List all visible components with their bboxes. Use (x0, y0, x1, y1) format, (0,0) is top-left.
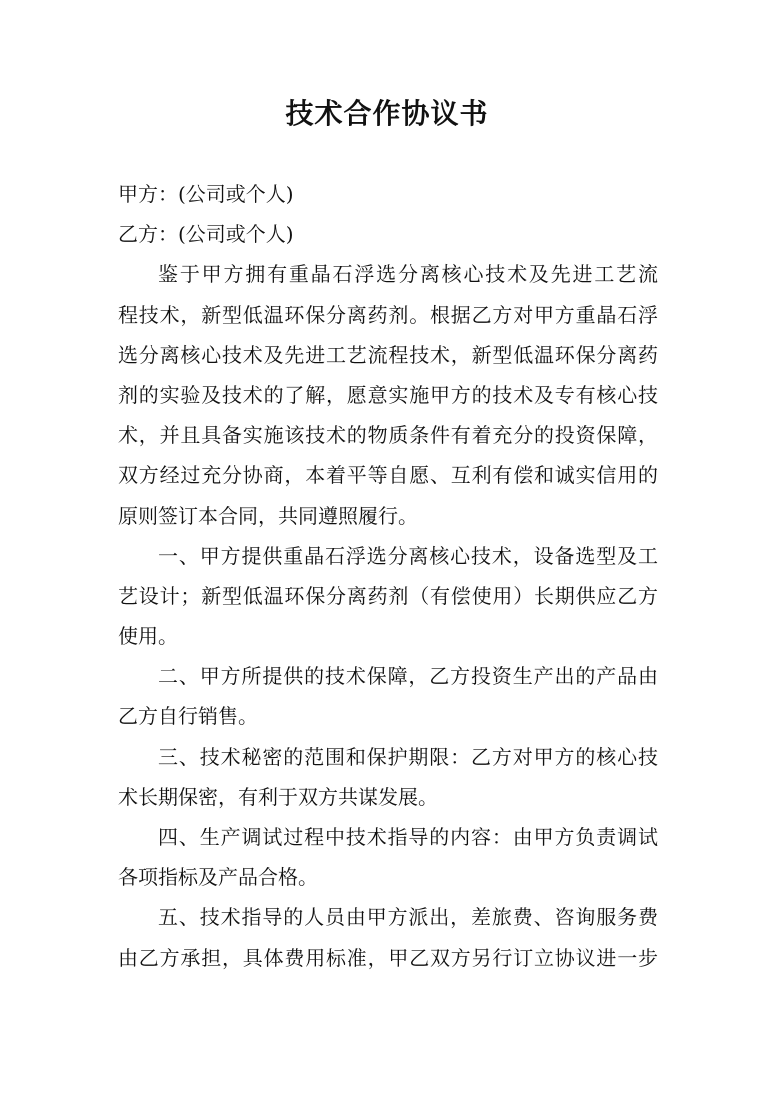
party-a-line: 甲方：(公司或个人) (118, 182, 294, 206)
paragraph-line: 使用。 (118, 624, 178, 649)
paragraph-line: 双方经过充分协商，本着平等自愿、互利有偿和诚实信用的 (118, 463, 658, 488)
clause-3-paragraph (118, 737, 658, 817)
paragraph-line: 乙方自行销售。 (118, 704, 258, 729)
clause-2-paragraph (118, 656, 658, 736)
paragraph-line: 艺设计；新型低温环保分离药剂（有偿使用）长期供应乙方 (118, 583, 658, 608)
paragraph-line: 术长期保密，有利于双方共谋发展。 (118, 784, 438, 809)
document-title: 技术合作协议书 (285, 97, 489, 130)
paragraph-line: 三、技术秘密的范围和保护期限：乙方对甲方的核心技 (158, 744, 658, 769)
paragraph-line: 程技术，新型低温环保分离药剂。根据乙方对甲方重晶石浮 (118, 302, 658, 327)
clause-4-paragraph (118, 817, 658, 897)
paragraph-line: 术，并且具备实施该技术的物质条件有着充分的投资保障， (118, 423, 658, 448)
clause-1-paragraph (118, 536, 658, 657)
paragraph-line: 选分离核心技术及先进工艺流程技术，新型低温环保分离药 (118, 342, 658, 367)
paragraph-line: 二、甲方所提供的技术保障，乙方投资生产出的产品由 (158, 664, 658, 689)
paragraph-line: 鉴于甲方拥有重晶石浮选分离核心技术及先进工艺流 (158, 262, 658, 287)
paragraph-line: 一、甲方提供重晶石浮选分离核心技术，设备选型及工 (158, 543, 658, 568)
paragraph-line: 各项指标及产品合格。 (118, 865, 318, 890)
paragraph-line: 四、生产调试过程中技术指导的内容：由甲方负责调试 (158, 825, 658, 849)
paragraph-line: 由乙方承担，具体费用标准，甲乙双方另行订立协议进一步 (118, 945, 658, 970)
preamble-paragraph (118, 254, 658, 535)
paragraph-line: 原则签订本合同，共同遵照履行。 (118, 503, 418, 528)
paragraph-line: 五、技术指导的人员由甲方派出，差旅费、咨询服务费 (158, 905, 658, 930)
party-b-line: 乙方：(公司或个人) (118, 222, 294, 247)
document-body (118, 174, 658, 978)
clause-5-paragraph (118, 897, 658, 977)
paragraph-line: 剂的实验及技术的了解，愿意实施甲方的技术及专有核心技 (118, 382, 658, 407)
